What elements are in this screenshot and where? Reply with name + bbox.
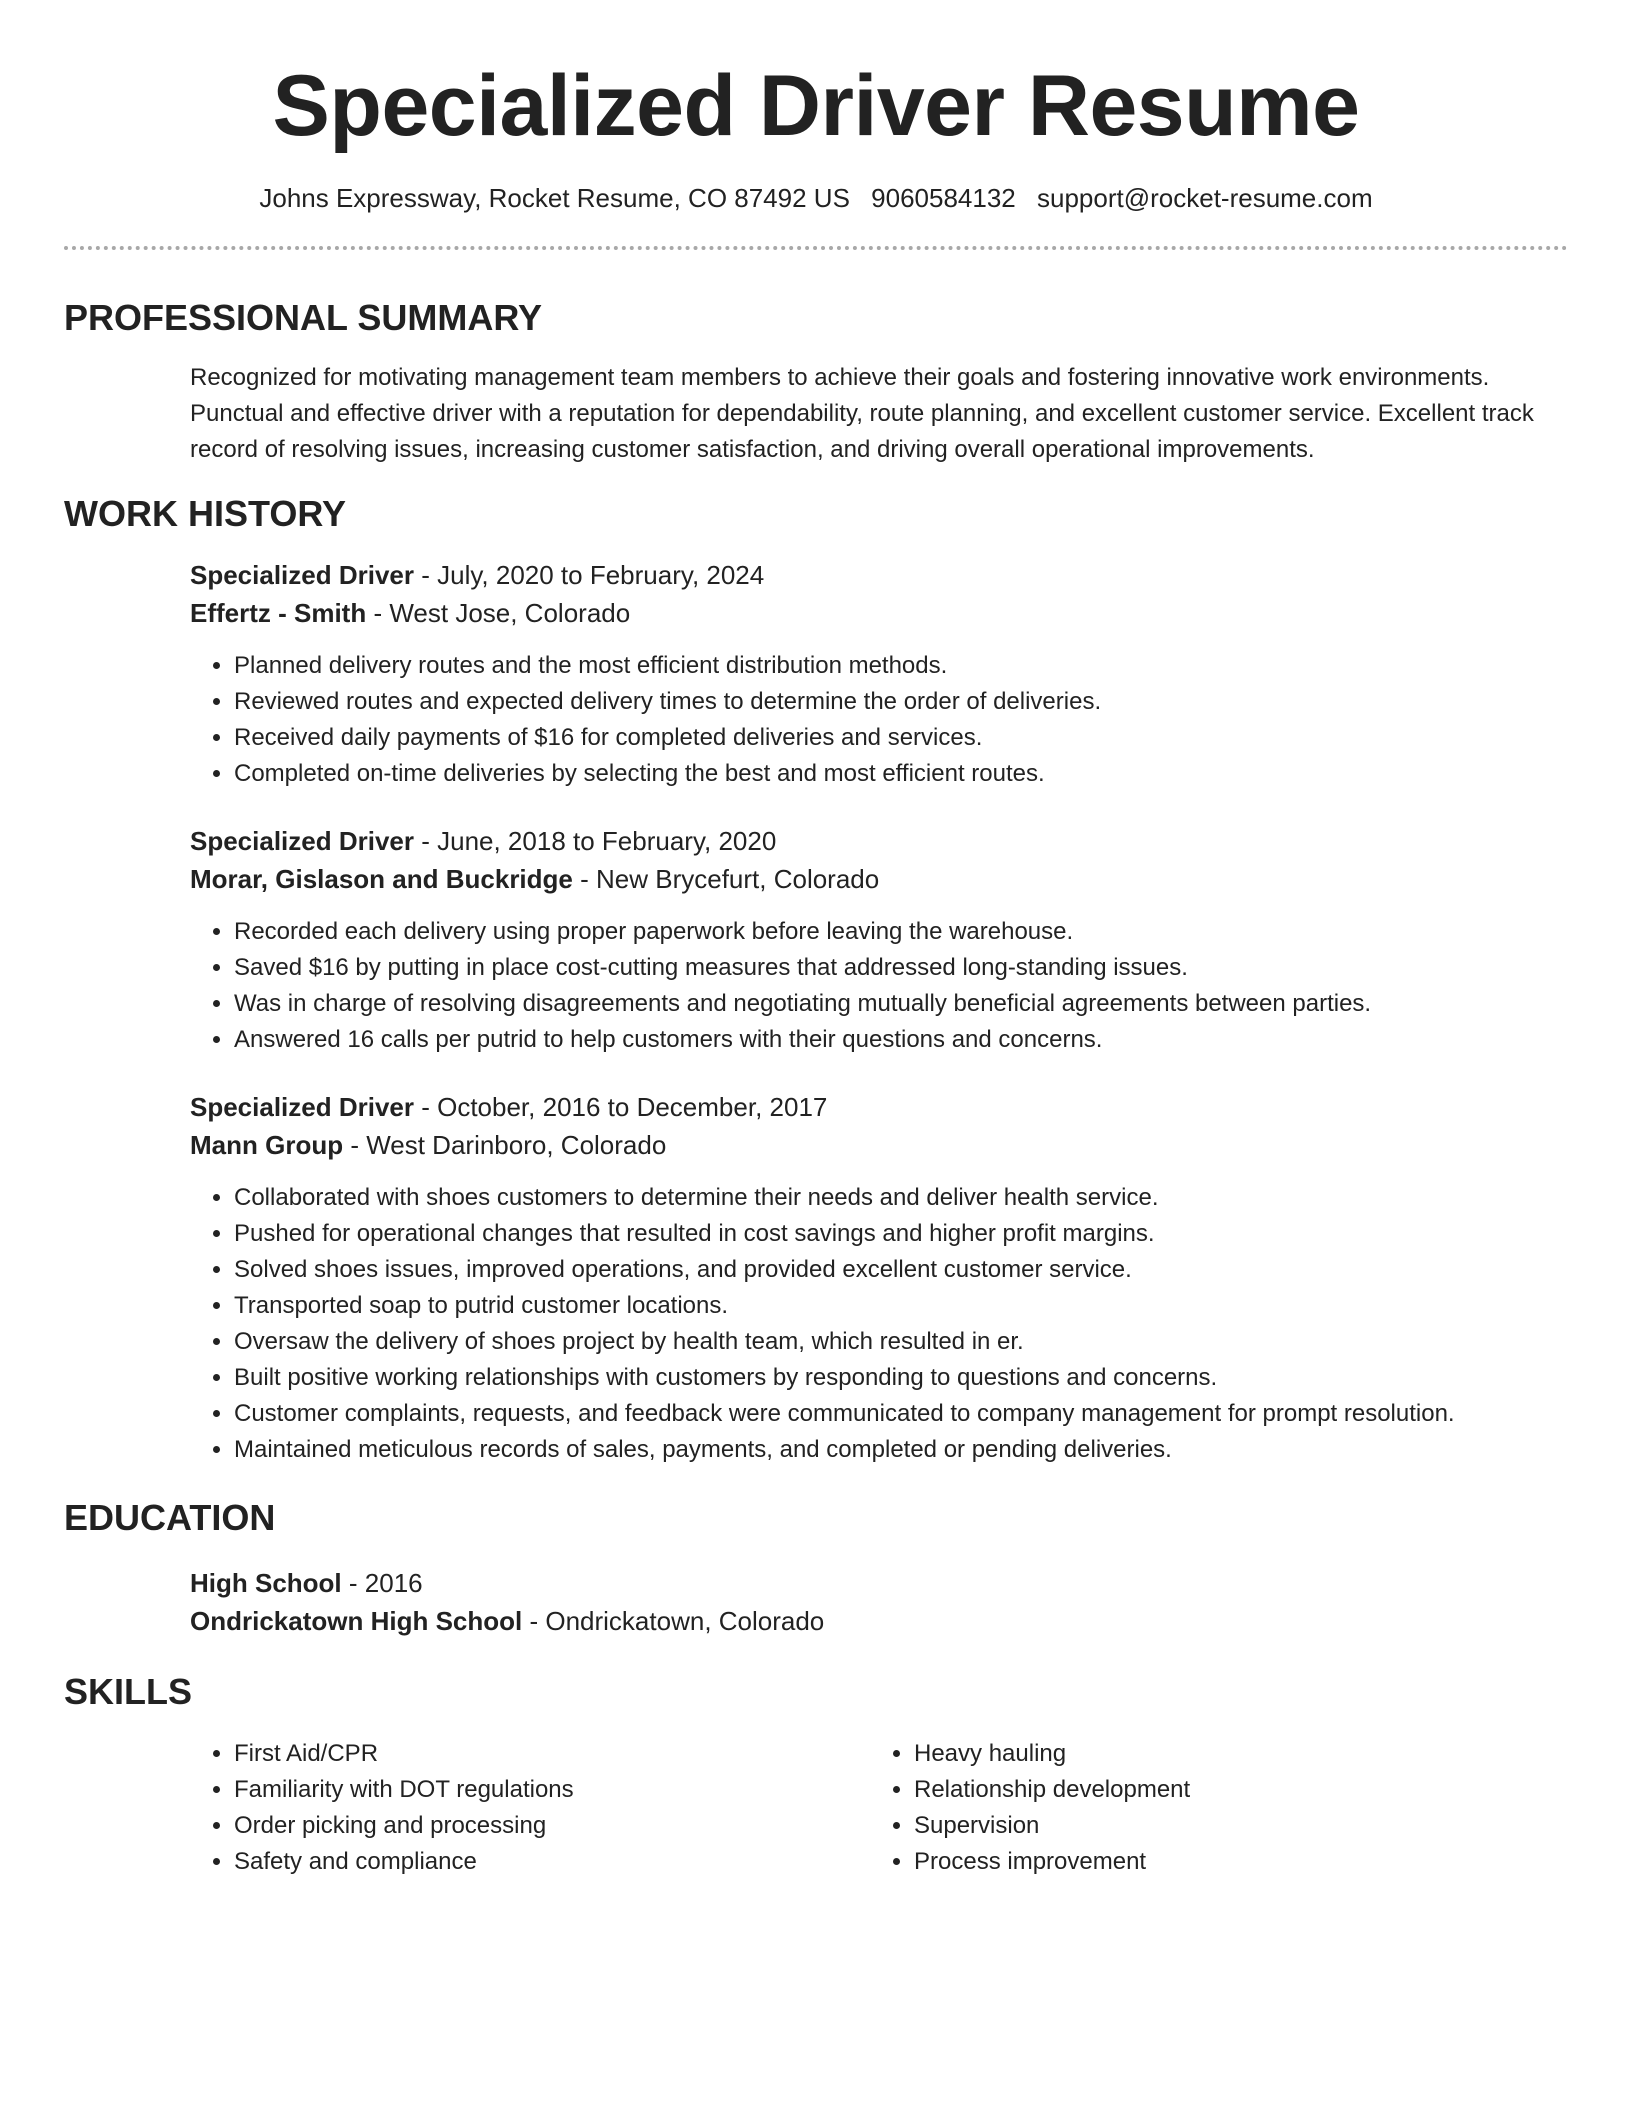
skills-grid (190, 1736, 1568, 1880)
list-item: • Recorded each delivery using proper paperwork before leaving the warehouse. (234, 914, 1568, 950)
job-entry (190, 1088, 1568, 1468)
skill-item: • Order picking and processing (234, 1808, 870, 1844)
list-item: • Was in charge of resolving disagreements and negotiating mutually beneficial agreements between parties. (234, 986, 1568, 1022)
list-item: • Pushed for operational changes that resulted in cost savings and higher profit margins. (234, 1216, 1568, 1252)
job-entry (190, 556, 1568, 792)
list-item: • Maintained meticulous records of sales, payments, and completed or pending deliveries. (234, 1432, 1568, 1468)
skills-list-right (870, 1736, 1550, 1880)
skills-list-left (190, 1736, 870, 1880)
list-item: • Planned delivery routes and the most efficient distribution methods. (234, 648, 1568, 684)
contact-email: support@rocket-resume.com (1037, 183, 1373, 213)
skill-item: • First Aid/CPR (234, 1736, 870, 1772)
job-title: Specialized Driver (190, 560, 414, 590)
list-item: • Saved $16 by putting in place cost-cutting measures that addressed long-standing issues. (234, 950, 1568, 986)
education-heading: EDUCATION (64, 1497, 276, 1538)
job-dates: - July, 2020 to February, 2024 (414, 560, 765, 590)
list-item: • Built positive working relationships with customers by responding to questions and concerns. (234, 1360, 1568, 1396)
skill-item: • Supervision (914, 1808, 1550, 1844)
education-year: - 2016 (341, 1568, 423, 1598)
header-divider (64, 246, 1568, 250)
job-bullets (190, 648, 1568, 792)
skill-item: • Familiarity with DOT regulations (234, 1772, 870, 1808)
skill-item: • Heavy hauling (914, 1736, 1550, 1772)
list-item: • Transported soap to putrid customer locations. (234, 1288, 1568, 1324)
contact-address: Johns Expressway, Rocket Resume, CO 87492 US (259, 183, 850, 213)
job-company: Morar, Gislason and Buckridge (190, 864, 573, 894)
education-entry (190, 1564, 1568, 1640)
resume-title: Specialized Driver Resume (272, 58, 1360, 154)
list-item: • Answered 16 calls per putrid to help customers with their questions and concerns. (234, 1022, 1568, 1058)
contact-line (64, 180, 1568, 216)
job-company: Mann Group (190, 1130, 344, 1160)
skills-column-right (870, 1736, 1550, 1880)
job-location: - West Darinboro, Colorado (343, 1130, 667, 1160)
job-dates: - June, 2018 to February, 2020 (414, 826, 777, 856)
list-item: • Solved shoes issues, improved operations, and provided excellent customer service. (234, 1252, 1568, 1288)
education-degree: High School (190, 1568, 342, 1598)
work-history-heading: WORK HISTORY (64, 493, 347, 534)
job-title: Specialized Driver (190, 1092, 414, 1122)
job-location: - West Jose, Colorado (366, 598, 631, 628)
contact-phone: 9060584132 (871, 183, 1016, 213)
list-item: • Customer complaints, requests, and feedback were communicated to company management for prompt resolution. (234, 1396, 1568, 1432)
job-company-line (190, 860, 1568, 898)
job-title: Specialized Driver (190, 826, 414, 856)
job-company-line (190, 594, 1568, 632)
list-item: • Completed on-time deliveries by selecting the best and most efficient routes. (234, 756, 1568, 792)
list-item: • Collaborated with shoes customers to determine their needs and deliver health service. (234, 1180, 1568, 1216)
summary-text: Recognized for motivating management team members to achieve their goals and fostering innovative work environments. Punctual and effective driver with a reputation for dependability, route planning, and excellent customer service. Excellent track record of resolving issues, increasing customer satisfaction, and driving overall operational improvements. (190, 364, 1534, 463)
job-company: Effertz - Smith (190, 598, 367, 628)
education-school-line (190, 1602, 1568, 1640)
list-item: • Oversaw the delivery of shoes project by health team, which resulted in er. (234, 1324, 1568, 1360)
skill-item: • Safety and compliance (234, 1844, 870, 1880)
education-degree-line (190, 1564, 1568, 1602)
list-item: • Reviewed routes and expected delivery times to determine the order of deliveries. (234, 684, 1568, 720)
skills-heading: SKILLS (64, 1671, 193, 1712)
job-location: - New Brycefurt, Colorado (572, 864, 880, 894)
education-school: Ondrickatown High School (190, 1606, 523, 1636)
list-item: • Received daily payments of $16 for completed deliveries and services. (234, 720, 1568, 756)
job-dates: - October, 2016 to December, 2017 (414, 1092, 828, 1122)
job-company-line (190, 1126, 1568, 1164)
job-entry (190, 822, 1568, 1058)
education-location: - Ondrickatown, Colorado (522, 1606, 825, 1636)
summary-heading: PROFESSIONAL SUMMARY (64, 297, 543, 338)
job-title-line (190, 556, 1568, 594)
skill-item: • Relationship development (914, 1772, 1550, 1808)
job-title-line (190, 1088, 1568, 1126)
skill-item: • Process improvement (914, 1844, 1550, 1880)
job-bullets (190, 914, 1568, 1058)
job-bullets (190, 1180, 1568, 1468)
job-title-line (190, 822, 1568, 860)
skills-column-left (190, 1736, 870, 1880)
